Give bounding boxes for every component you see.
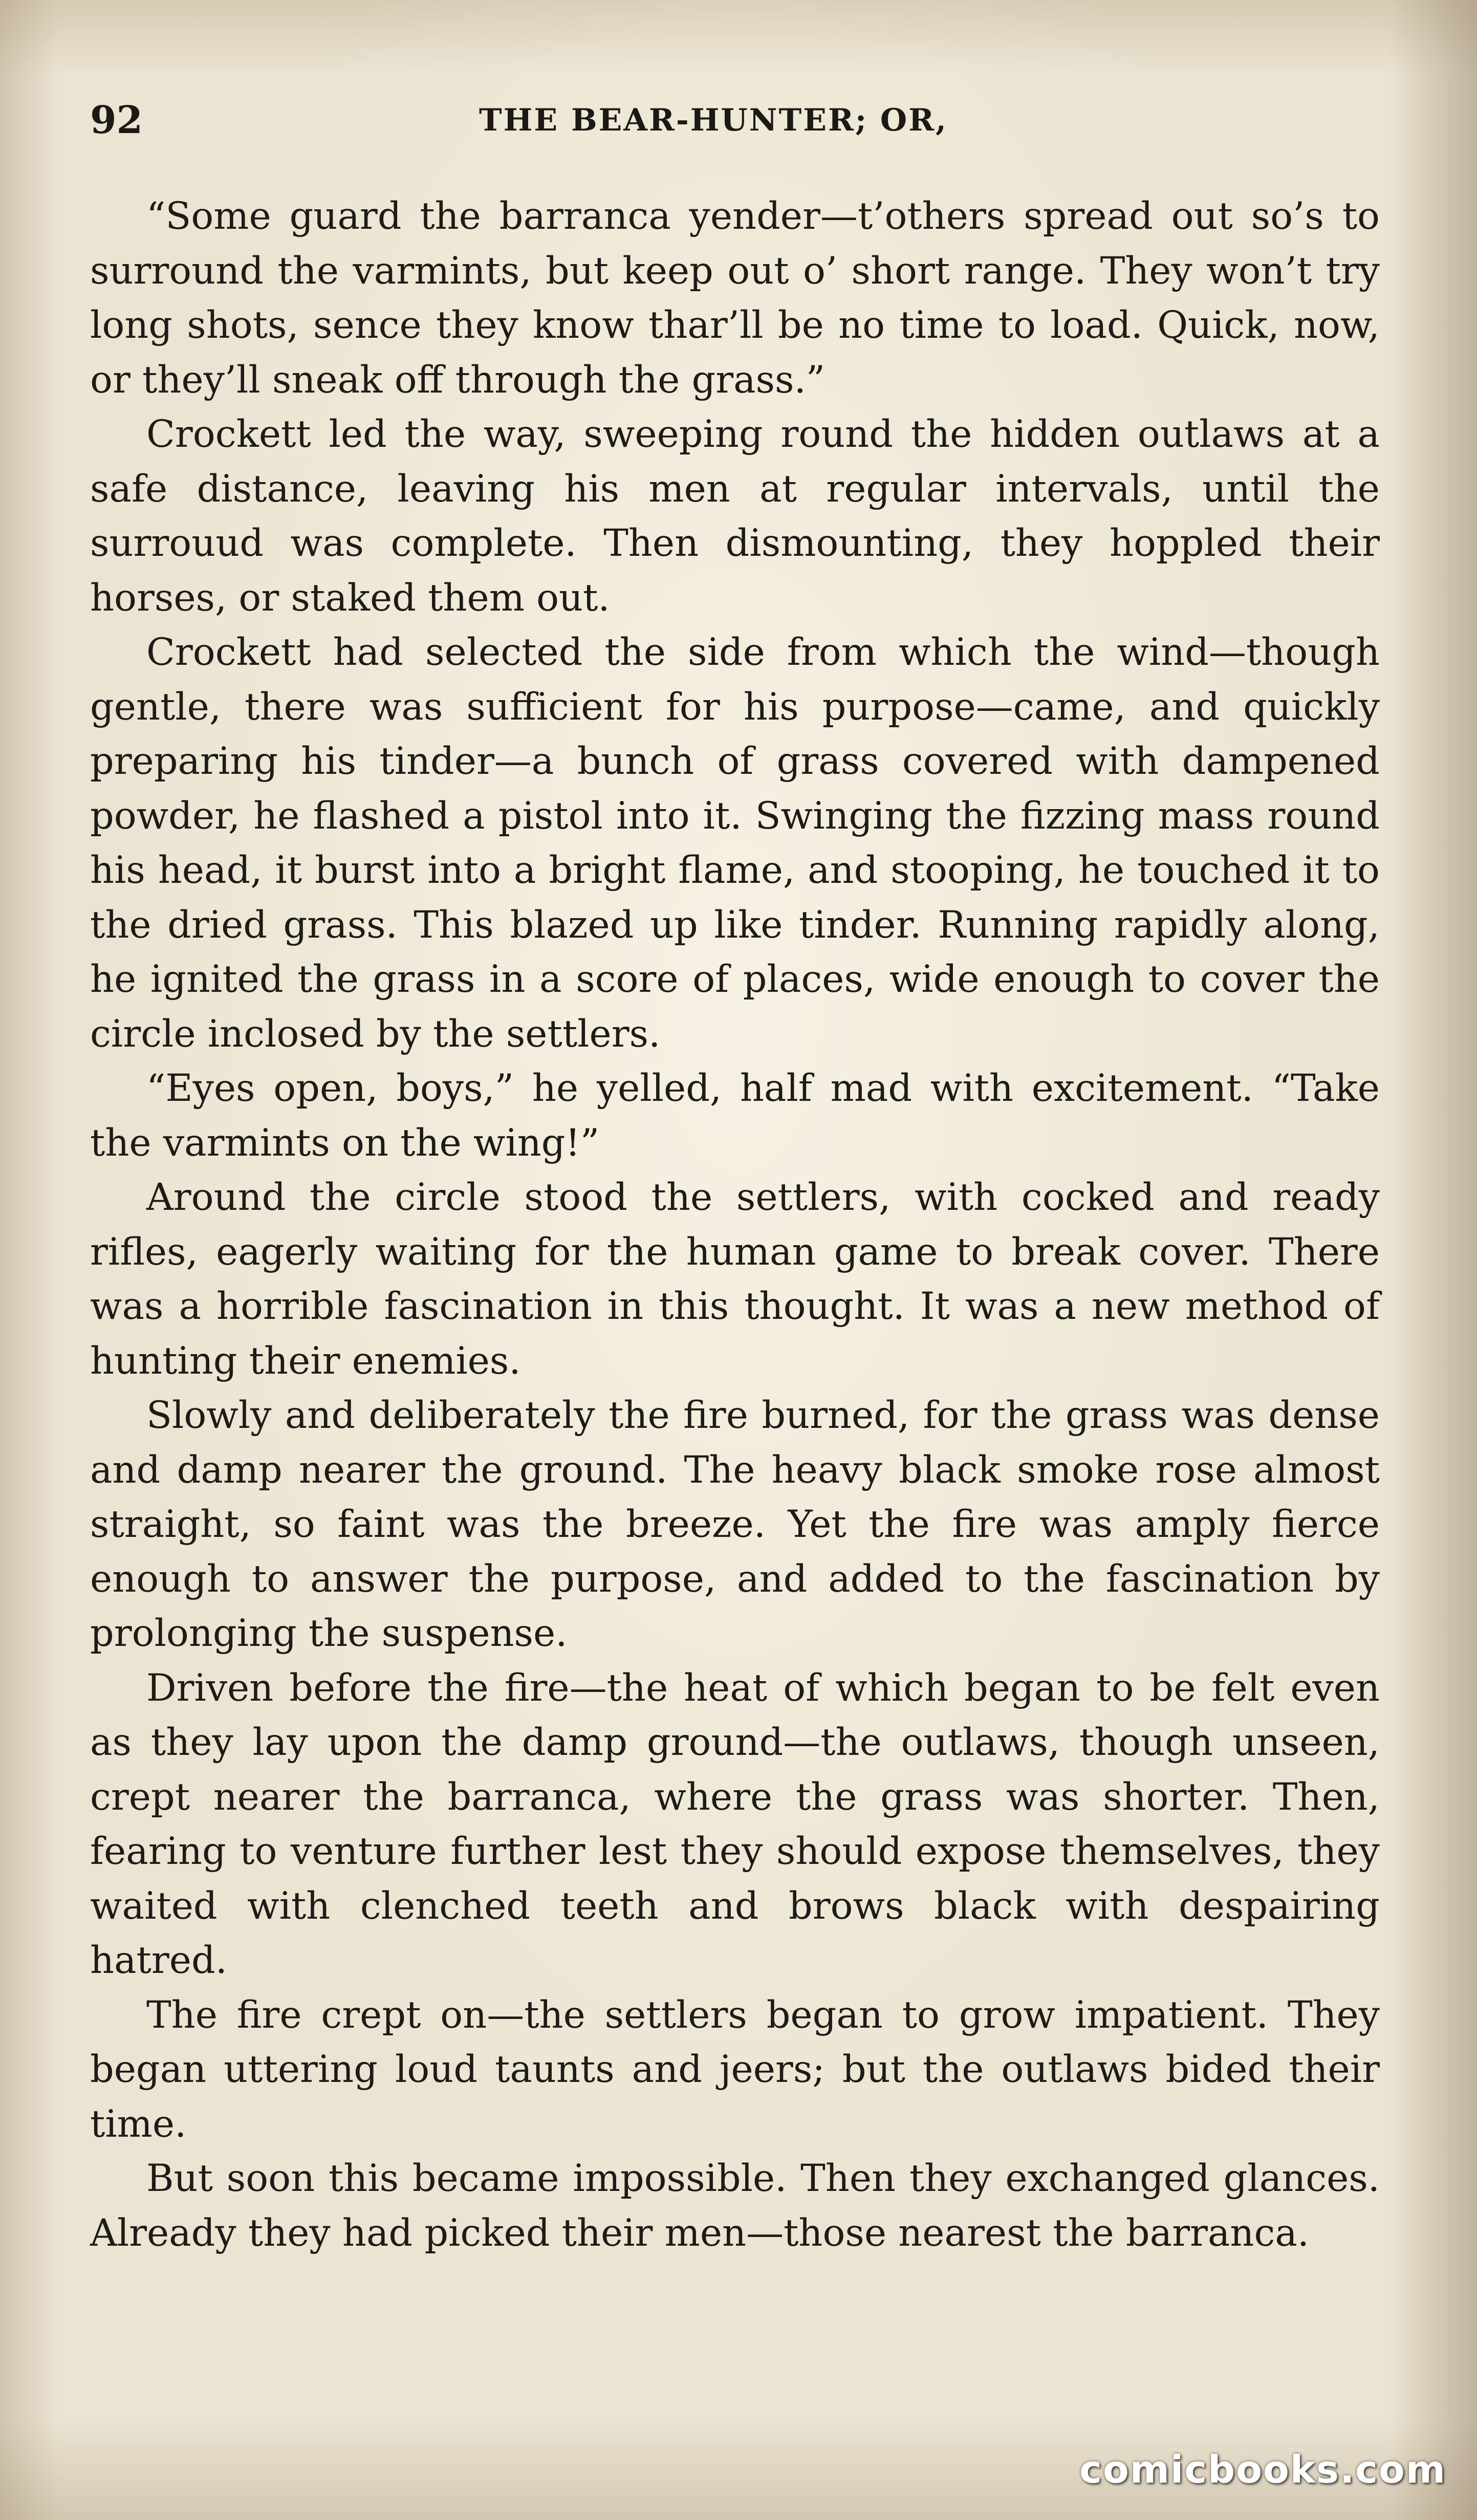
paragraph: “Eyes open, boys,” he yelled, half mad with excitement. “Take the varmints on the wing!” (90, 1067, 1380, 1165)
watermark: comicbooks.com (1079, 2448, 1446, 2492)
paragraph: The fire crept on—the settlers began to grow impatient. They began uttering loud taunts and jeers; but the outlaws bided their time. (90, 1993, 1380, 2146)
page-number: 92 (90, 98, 143, 142)
paragraph: Crockett had selected the side from which the wind—though gentle, there was sufficient for his purpose—came, and quickly preparing his tinder—a bunch of grass covered with dampened powder, he flashed a pistol into it. Swinging the fizzing mass round his head, it burst into a bright flame, and stooping, he touched it to the dried grass. This blazed up like tinder. Running rapidly along, he ignited the grass in a score of places, wide enough to cover the circle inclosed by the settlers. (90, 631, 1380, 1056)
paragraph: “Some guard the barranca yender—t’others spread out so’s to surround the varmints, but keep out o’ short range. They won’t try long shots, sence they know thar’ll be no time to load. Quick, now, or they’ll sneak off through the grass.” (90, 194, 1380, 402)
body-text (90, 189, 1380, 2261)
paragraph: Slowly and deliberately the fire burned, for the grass was dense and damp nearer the ground. The heavy black smoke rose almost straight, so faint was the breeze. Yet the fire was amply fierce enough to answer the purpose, and added to the fascination by prolonging the suspense. (90, 1394, 1380, 1655)
paragraph: Around the circle stood the settlers, with cocked and ready rifles, eagerly waiting for the human game to break cover. There was a horrible fascination in this thought. It was a new method of hunting their enemies. (90, 1176, 1380, 1383)
running-title: THE BEAR-HUNTER; OR, (479, 102, 948, 138)
paragraph: Crockett led the way, sweeping round the hidden outlaws at a safe distance, leaving his men at regular intervals, until the surrouud was complete. Then dismounting, they hoppled their horses, or staked them out. (90, 412, 1380, 620)
paragraph: But soon this became impossible. Then they exchanged glances. Already they had picked their men—those nearest the barranca. (90, 2157, 1380, 2255)
page-header (90, 92, 1380, 148)
paragraph: Driven before the fire—the heat of which began to be felt even as they lay upon the damp ground—the outlaws, though unseen, crept nearer the barranca, where the grass was shorter. Then, fearing to venture further lest they should expose themselves, they waited with clenched teeth and brows black with despairing hatred. (90, 1666, 1380, 1982)
